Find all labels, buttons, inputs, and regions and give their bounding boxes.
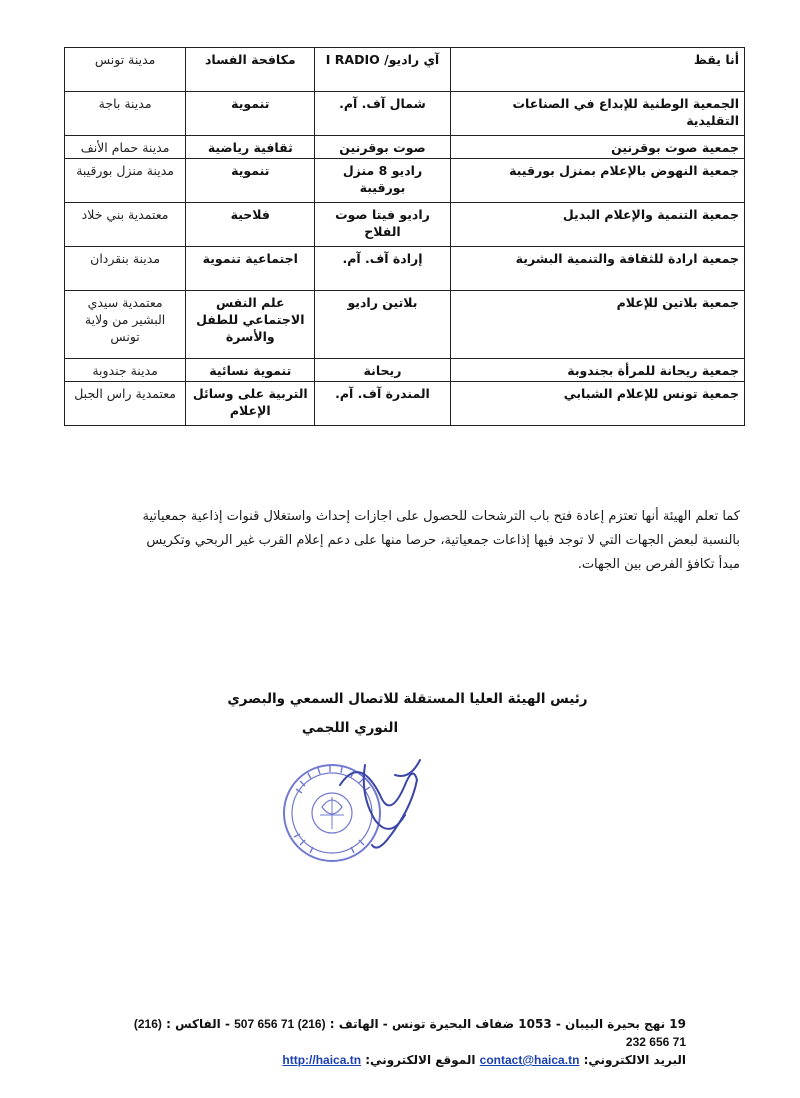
location-cell: معتمدية سيدي البشير من ولاية تونس [65, 291, 186, 359]
table-row [65, 247, 745, 291]
association-name-cell: الجمعية الوطنية للإبداع في الصناعات التقليدية [450, 92, 744, 136]
field-cell: ثقافية رياضية [186, 136, 315, 159]
association-name-cell: جمعية النهوض بالإعلام بمنزل بورقيبة [450, 159, 744, 203]
location-cell: معتمدية راس الجبل [65, 382, 186, 426]
footer-website-link[interactable]: http://haica.tn [282, 1053, 362, 1067]
radio-name-cell: إرادة آف. آم. [315, 247, 450, 291]
association-name-cell: أنا يقظ [450, 48, 744, 92]
table-row [65, 136, 745, 159]
signatory-title: رئيس الهيئة العليا المستقلة للاتصال السمعي والبصري [227, 691, 588, 707]
location-cell: مدينة منزل بورقيبة [65, 159, 186, 203]
footer-email-link[interactable]: contact@haica.tn [479, 1053, 580, 1067]
notice-paragraph [60, 505, 740, 577]
table-row [65, 48, 745, 92]
association-name-cell: جمعية صوت بوقرنين [450, 136, 744, 159]
footer-contact-line [120, 1051, 686, 1069]
table-row [65, 291, 745, 359]
paragraph-line: كما تعلم الهيئة أنها تعتزم إعادة فتح باب الترشحات للحصول على اجازات إحداث واستغلال قنوات إذاعية جمعياتية [142, 509, 740, 524]
association-name-cell: جمعية ارادة للثقافة والتنمية البشرية [450, 247, 744, 291]
footer-fax-label: - الفاكس : [166, 1017, 230, 1031]
location-cell: معتمدية بني خلاد [65, 203, 186, 247]
official-stamp-and-signature [270, 745, 450, 875]
letterhead-footer [120, 1015, 686, 1069]
radio-name-cell: المندرة آف. آم. [315, 382, 450, 426]
field-cell: تنموية [186, 159, 315, 203]
radio-name-cell: شمال آف. آم. [315, 92, 450, 136]
footer-phone: (216) 71 656 507 [234, 1017, 326, 1031]
table-row [65, 359, 745, 382]
radio-name-cell: راديو 8 منزل بورقيبة [315, 159, 450, 203]
paragraph-line: بالنسبة لبعض الجهات التي لا توجد فيها إذاعات جمعياتية، حرصا منها على دعم إعلام القرب غير الربحي وتكريس [146, 533, 740, 548]
radio-name-cell: آي راديو/ I RADIO [315, 48, 450, 92]
association-name-cell: جمعية التنمية والإعلام البديل [450, 203, 744, 247]
footer-fax: (216) 71 656 232 [133, 1017, 686, 1049]
footer-email-label: البريد الالكتروني: [583, 1053, 686, 1067]
field-cell: مكافحة الفساد [186, 48, 315, 92]
location-cell: مدينة حمام الأنف [65, 136, 186, 159]
table-row [65, 382, 745, 426]
radio-name-cell: بلاتين راديو [315, 291, 450, 359]
paragraph-line: مبدأ تكافؤ الفرص بين الجهات. [577, 557, 740, 572]
radio-name-cell: راديو فيتا صوت الفلاح [315, 203, 450, 247]
location-cell: مدينة تونس [65, 48, 186, 92]
signatory-name: النوري اللجمي [301, 720, 399, 736]
field-cell: فلاحية [186, 203, 315, 247]
association-name-cell: جمعية ريحانة للمرأة بجندوبة [450, 359, 744, 382]
table-body [65, 48, 745, 426]
stamp-seal [284, 765, 380, 861]
association-name-cell: جمعية تونس للإعلام الشبابي [450, 382, 744, 426]
field-cell: تنموية نسائية [186, 359, 315, 382]
footer-address-line [120, 1015, 686, 1051]
field-cell: تنموية [186, 92, 315, 136]
location-cell: مدينة باجة [65, 92, 186, 136]
table-row [65, 159, 745, 203]
footer-address: 19 نهج بحيرة البيبان - 1053 ضفاف البحيرة تونس - الهاتف : [329, 1017, 686, 1031]
association-name-cell: جمعية بلاتين للإعلام [450, 291, 744, 359]
location-cell: مدينة جندوبة [65, 359, 186, 382]
location-cell: مدينة بنقردان [65, 247, 186, 291]
field-cell: التربية على وسائل الإعلام [186, 382, 315, 426]
field-cell: اجتماعية تنموية [186, 247, 315, 291]
radio-name-cell: ريحانة [315, 359, 450, 382]
field-cell: علم النفس الاجتماعي للطفل والأسرة [186, 291, 315, 359]
table-row [65, 203, 745, 247]
associations-table [64, 47, 745, 426]
radio-name-cell: صوت بوقرنين [315, 136, 450, 159]
table-row [65, 92, 745, 136]
footer-website-label: الموقع الالكتروني: [365, 1053, 476, 1067]
